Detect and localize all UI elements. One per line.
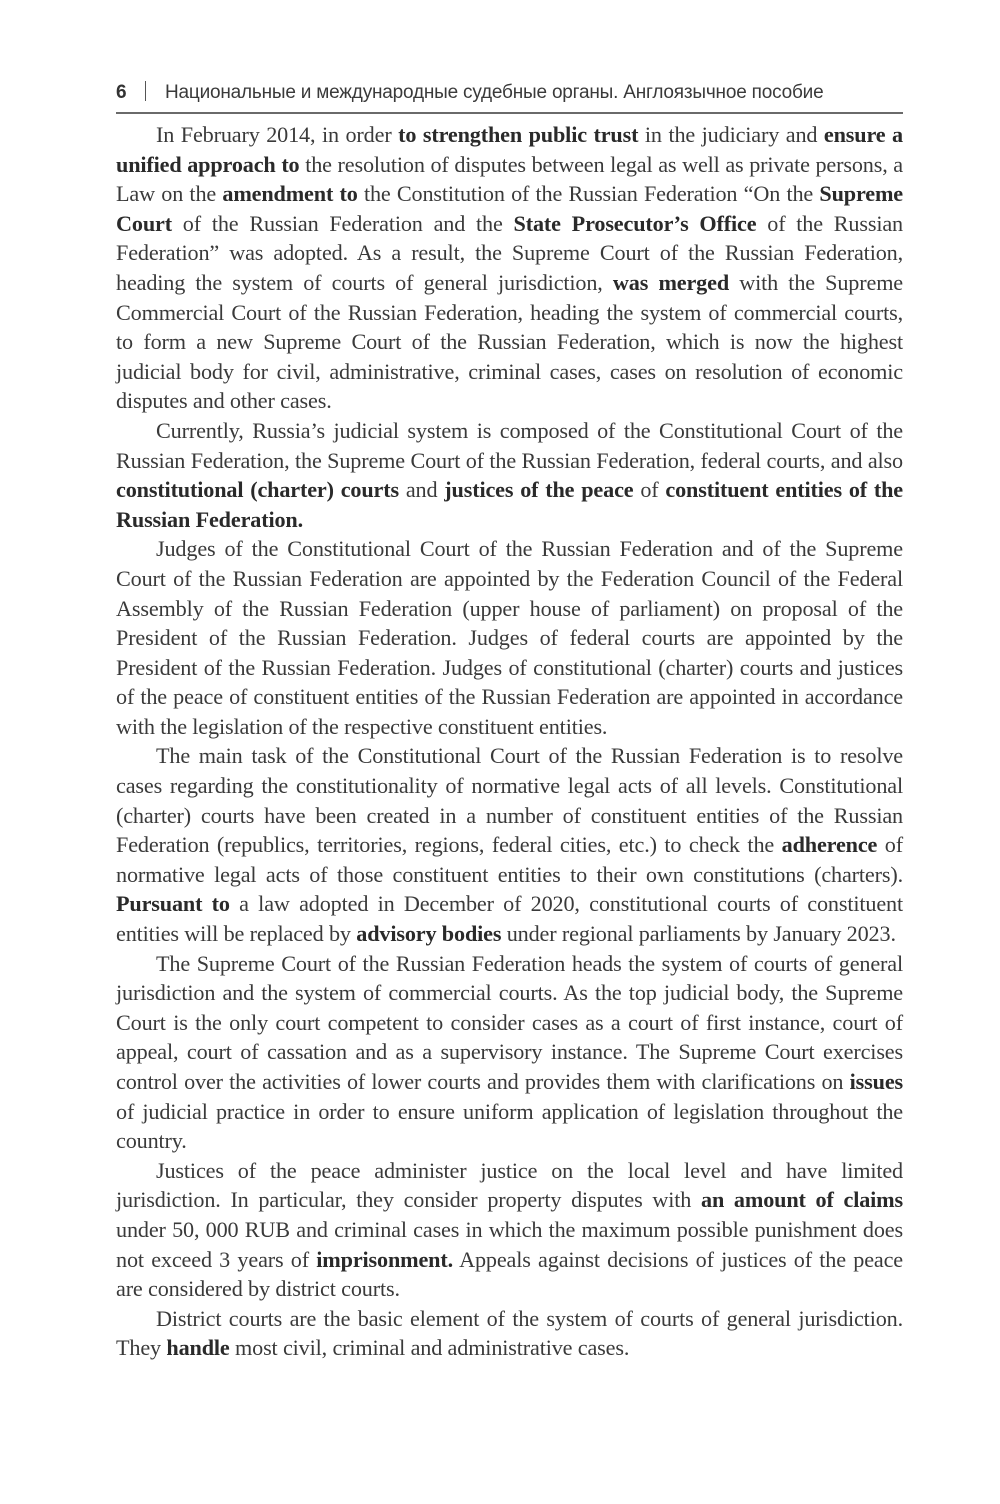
bold-term: Pursuant to <box>116 891 230 917</box>
paragraph <box>116 120 903 416</box>
header-divider <box>145 81 146 101</box>
text-run: a law adopted in December of 2020, constitutional courts of constituent entities will be replaced by <box>116 891 903 947</box>
text-run: of the Russian Federation and the <box>171 210 514 236</box>
text-run: Judges of the Constitutional Court of the Russian Federation and of the Supreme Court of the Russian Federation are appointed by the Federation Council of the Federal Assembly of the Russian Federation (upper house of parliament) on proposal of the President of the Russian Federation. Judges of federal courts are appointed by the President of the Russian Federation. Judges of constitutional (charter) courts and justices of the peace of constituent entities of the Russian Federation are appointed in accordance with the legislation of the respective constituent entities. <box>116 536 903 739</box>
paragraph <box>116 741 903 948</box>
bold-term: ensure a unified approach to <box>116 122 903 177</box>
running-title: Национальные и международные судебные органы. Англоязычное пособие <box>165 82 824 103</box>
header-rule <box>116 112 903 114</box>
text-run: most civil, criminal and administrative cases. <box>229 1335 630 1361</box>
text-run: District courts are the basic element of the system of courts of general jurisdiction. They <box>116 1305 903 1361</box>
running-header <box>116 78 903 108</box>
text-run: Currently, Russia’s judicial system is composed of the Constitutional Court of the Russian Federation, the Supreme Court of the Russian Federation, federal courts, and also <box>116 417 903 473</box>
text-run: of normative legal acts of those constituent entities to their own constitutions (charters). <box>116 832 903 887</box>
bold-term: to strengthen public trust <box>398 122 639 147</box>
text-run: under 50, 000 RUB and criminal cases in which the maximum possible punishment does not exceed 3 years of <box>116 1216 903 1272</box>
text-run: the resolution of disputes between legal as well as private persons, a Law on the <box>116 151 903 207</box>
paragraph <box>116 1304 903 1363</box>
paragraph <box>116 1156 903 1304</box>
bold-term: was merged <box>612 269 730 295</box>
book-page <box>116 78 903 1363</box>
text-run: and <box>398 477 445 503</box>
bold-term: justices of the peace <box>444 477 634 503</box>
text-run: under regional parliaments by January 2023. <box>501 921 896 947</box>
bold-term: imprisonment. <box>316 1246 454 1272</box>
page-number: 6 <box>116 82 127 103</box>
bold-term: advisory bodies <box>356 921 502 947</box>
text-run: of the Russian Federation” was adopted. As a result, the Supreme Court of the Russian Federation, heading the system of courts of general jurisdiction, <box>116 210 904 295</box>
text-run: Appeals against decisions of justices of the peace are considered by district courts. <box>116 1246 903 1302</box>
paragraph <box>116 416 903 534</box>
text-run: of <box>633 477 666 503</box>
bold-term: handle <box>166 1335 230 1361</box>
bold-term: State Prosecutor’s Office <box>513 210 757 236</box>
bold-term: constituent entities of the Russian Federation. <box>116 477 904 532</box>
paragraph <box>116 949 903 1156</box>
bold-term: an amount of claims <box>701 1187 903 1213</box>
text-run: The main task of the Constitutional Court of the Russian Federation is to resolve cases regarding the constitutionality of normative legal acts of all levels. Constitutional (charter) courts have been created in a number of constituent entities of the Russian Federation (republics, territories, regions, federal cities, etc.) to check the <box>116 743 903 858</box>
text-run: In February 2014, in order <box>156 122 399 147</box>
bold-term: constitutional (charter) courts <box>116 477 399 503</box>
text-run: with the Supreme Commercial Court of the Russian Federation, heading the system of commercial courts, to form a new Supreme Court of the Russian Federation, which is now the highest judicial body for civil, administrative, criminal cases, cases on resolution of economic disputes and other cases. <box>116 269 903 414</box>
bold-term: adherence <box>781 832 878 858</box>
body-text <box>116 120 903 1363</box>
text-run: Justices of the peace administer justice on the local level and have limited jurisdiction. In particular, they consider property disputes with <box>116 1157 903 1213</box>
text-run: of judicial practice in order to ensure uniform application of legislation throughout the country. <box>116 1098 903 1154</box>
text-run: in the judiciary and <box>638 122 824 147</box>
bold-term: issues <box>849 1069 903 1094</box>
bold-term: amendment to <box>222 181 358 207</box>
text-run: The Supreme Court of the Russian Federation heads the system of courts of general jurisdiction and the system of commercial courts. As the top judicial body, the Supreme Court is the only court competent to consider cases as a court of first instance, court of appeal, court of cassation and as a supervisory instance. The Supreme Court exercises control over the activities of lower courts and provides them with clarifications on <box>116 950 903 1094</box>
text-run: the Constitution of the Russian Federation “On the <box>357 181 820 207</box>
paragraph <box>116 534 903 741</box>
bold-term: Supreme Court <box>116 181 903 236</box>
